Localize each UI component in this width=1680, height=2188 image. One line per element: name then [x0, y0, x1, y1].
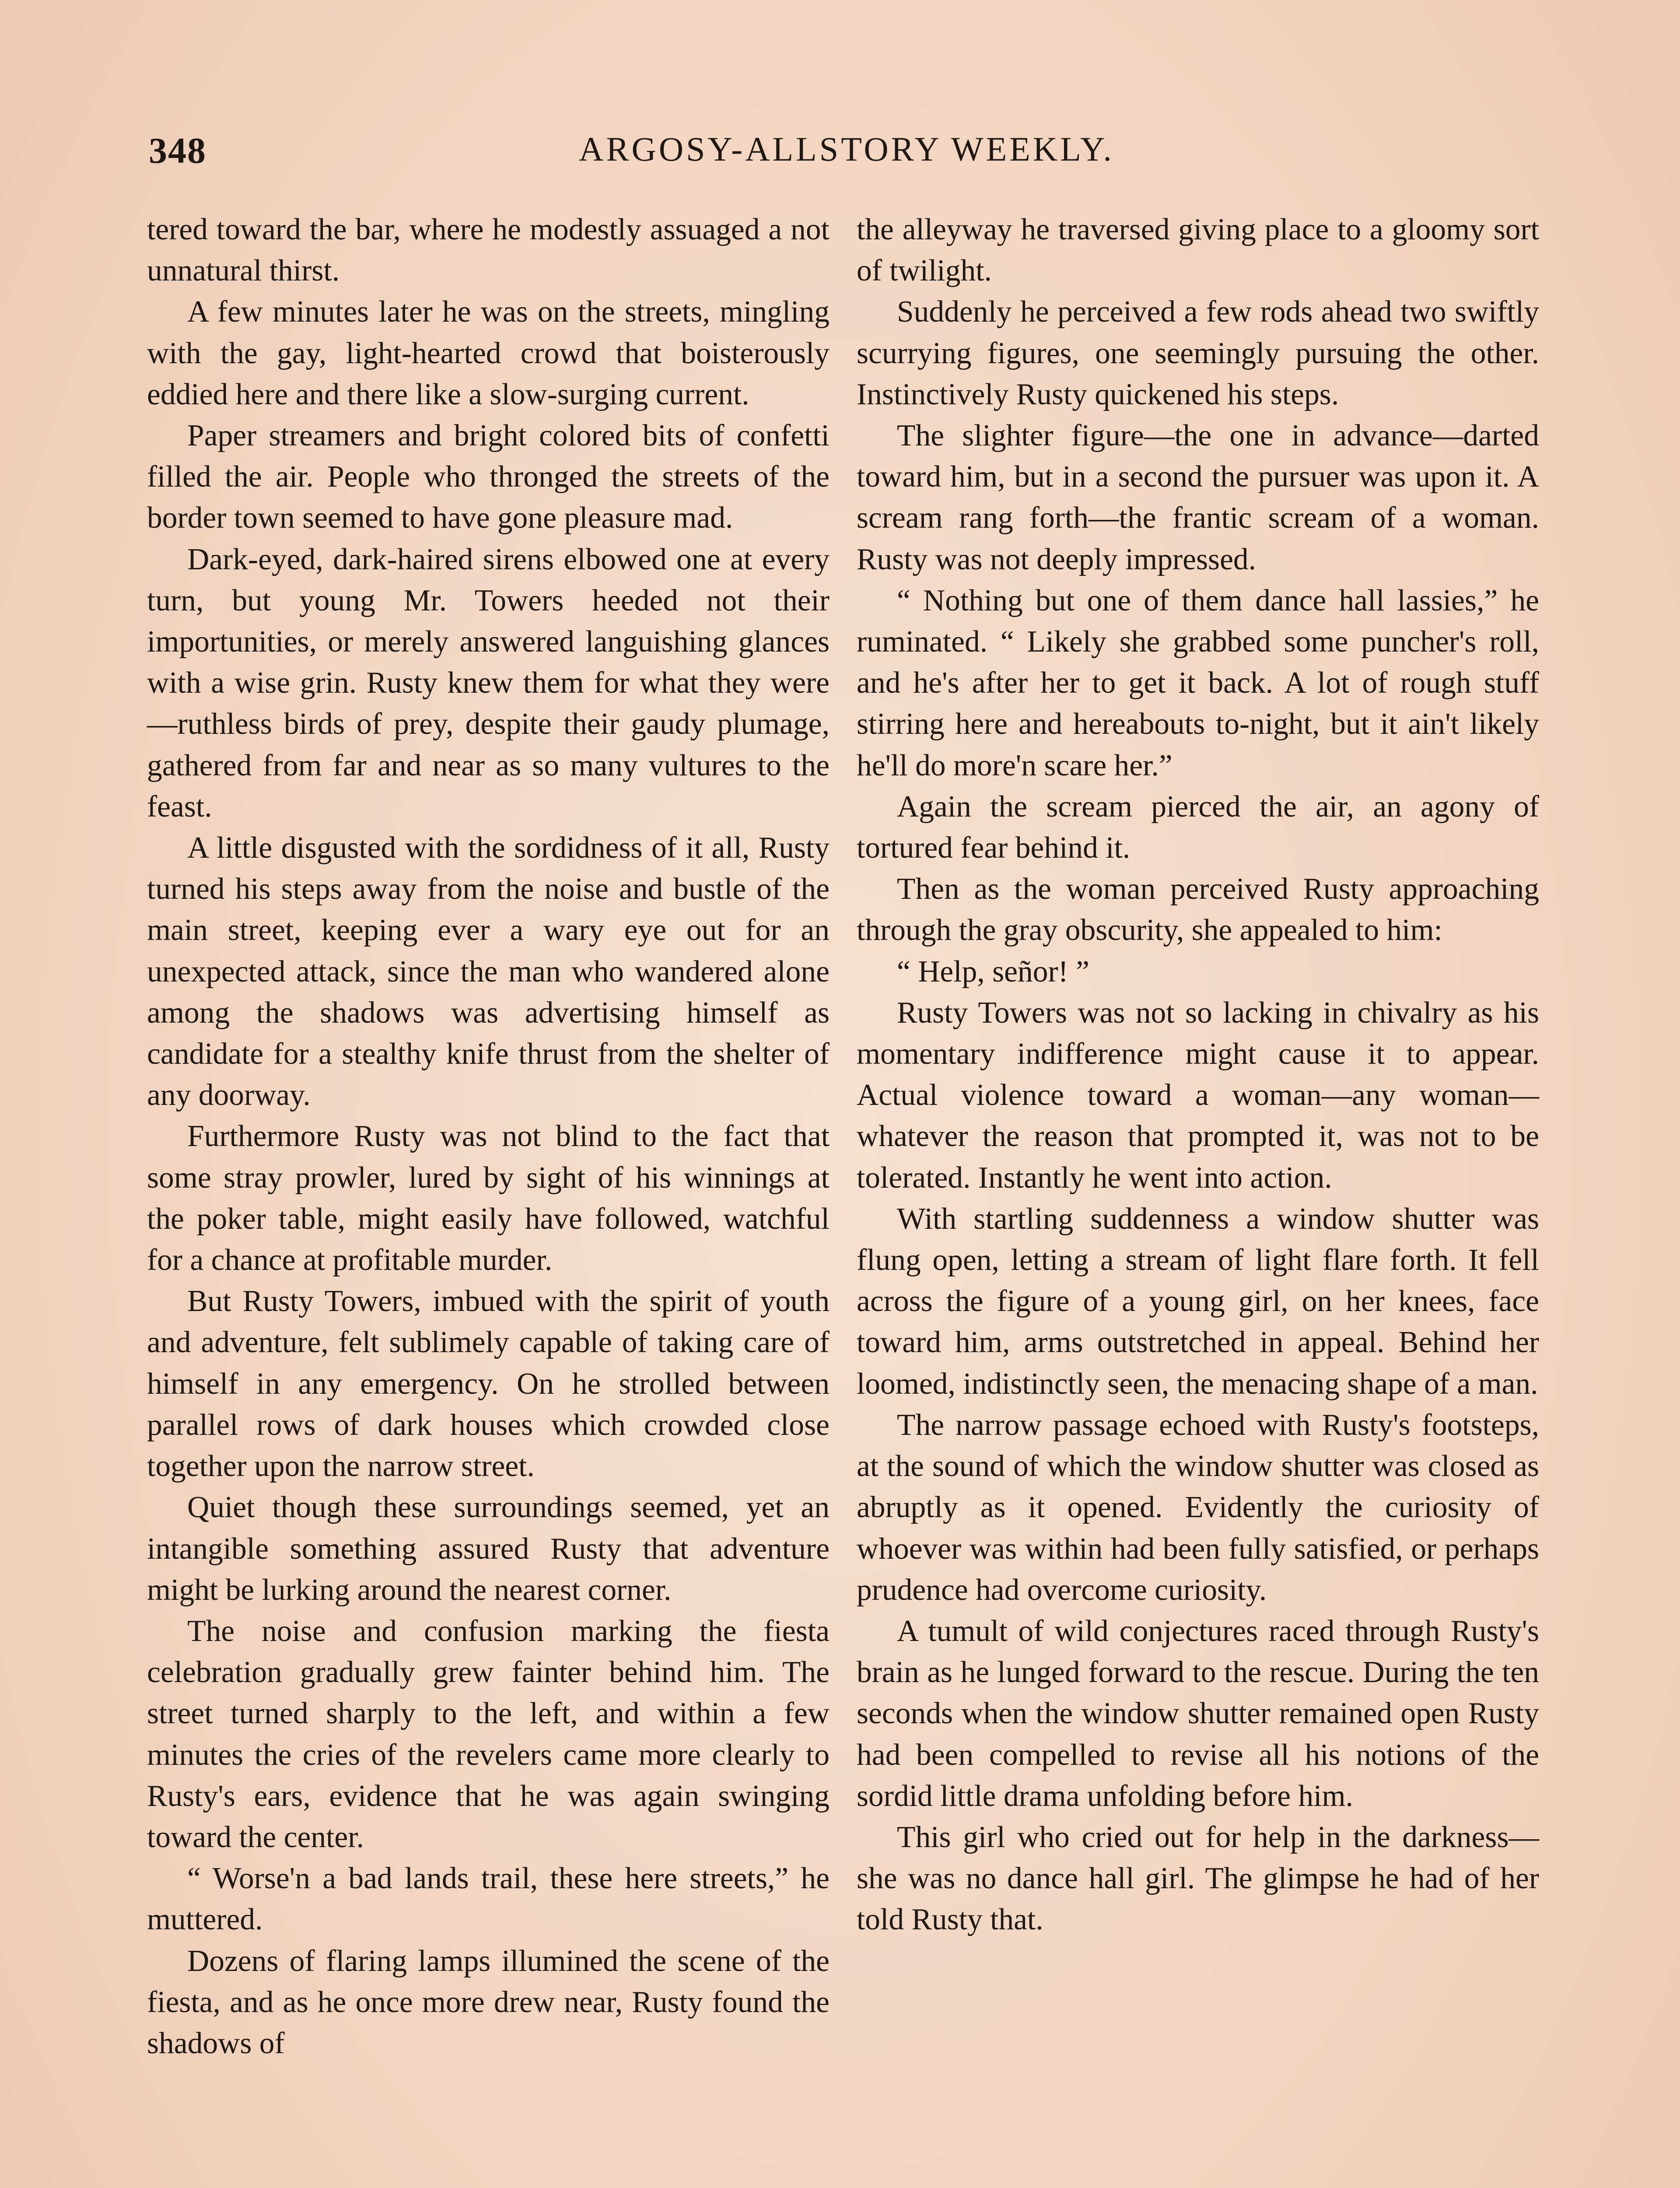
paragraph: “ Worse'n a bad lands trail, these here streets,” he muttered. [147, 1862, 830, 1937]
paragraph: The noise and confusion marking the fiesta celebration gradually grew fainter behind him. The street turned sharply to the left, and within a few minutes the cries of the revelers came more clearly to Rusty's ears, evidence that he was again swinging toward the center. [147, 1614, 830, 1854]
paragraph: A little disgusted with the sordidness of it all, Rusty turned his steps away from the noise and bustle of the main street, keeping ever a wary eye out for an unexpected attack, since the man who wandered alone among the shadows was advertising himself as candidate for a stealthy knife thrust from the shelter of any doorway. [147, 831, 830, 1112]
paragraph: The narrow passage echoed with Rusty's footsteps, at the sound of which the window shutter was closed as abruptly as it opened. Evidently the curiosity of whoever was within had been fully satisfied, or perhaps prudence had overcome curiosity. [857, 1408, 1539, 1607]
paragraph: Furthermore Rusty was not blind to the fact that some stray prowler, lured by sight of his winnings at the poker table, might easily have followed, watchful for a chance at profitable murder. [147, 1119, 830, 1277]
paragraph: Paper streamers and bright colored bits of confetti filled the air. People who thronged the streets of the border town seemed to have gone pleasure mad. [147, 419, 830, 535]
right-column [857, 209, 1539, 1941]
left-column [147, 209, 830, 2064]
paragraph: A few minutes later he was on the streets, mingling with the gay, light-hearted crowd that boisterously eddied here and there like a slow-surging current. [147, 295, 830, 411]
paragraph: This girl who cried out for help in the darkness—she was no dance hall girl. The glimpse he had of her told Rusty that. [857, 1820, 1539, 1937]
paragraph: With startling suddenness a window shutter was flung open, letting a stream of light flare forth. It fell across the figure of a young girl, on her knees, face toward him, arms outstretched in appeal. Behind her loomed, indistinctly seen, the menacing shape of a man. [857, 1202, 1539, 1401]
paragraph: “ Nothing but one of them dance hall lassies,” he ruminated. “ Likely she grabbed some puncher's roll, and he's after her to get it back. A lot of rough stuff stirring here and hereabouts to-night, but it ain't likely he'll do more'n scare her.” [857, 583, 1539, 782]
paragraph: Quiet though these surroundings seemed, yet an intangible something assured Rusty that adventure might be lurking around the nearest corner. [147, 1490, 830, 1607]
paragraph: Suddenly he perceived a few rods ahead two swiftly scurrying figures, one seemingly pursuing the other. Instinctively Rusty quickened his steps. [857, 295, 1539, 411]
paragraph: Rusty Towers was not so lacking in chivalry as his momentary indifference might cause it to appear. Actual violence toward a woman—any woman—whatever the reason that prompted it, was not to be tolerated. Instantly he went into action. [857, 996, 1539, 1195]
page-number: 348 [149, 130, 206, 171]
paragraph: A tumult of wild conjectures raced through Rusty's brain as he lunged forward to the rescue. During the ten seconds when the window shutter remained open Rusty had been compelled to revise all his notions of the sordid little drama unfolding before him. [857, 1614, 1539, 1813]
running-head: ARGOSY-ALLSTORY WEEKLY. [579, 130, 1114, 168]
page-header [149, 130, 1544, 182]
paragraph: the alleyway he traversed giving place to a gloomy sort of twilight. [857, 213, 1539, 288]
paragraph: Dark-eyed, dark-haired sirens elbowed one at every turn, but young Mr. Towers heeded not their importunities, or merely answered languishing glances with a wise grin. Rusty knew them for what they were —ruthless birds of prey, despite their gaudy plumage, gathered from far and near as so many vultures to the feast. [147, 542, 830, 824]
paragraph: But Rusty Towers, imbued with the spirit of youth and adventure, felt sublimely capable of taking care of himself in any emergency. On he strolled between parallel rows of dark houses which crowded close together upon the narrow street. [147, 1284, 830, 1483]
paragraph: Again the scream pierced the air, an agony of tortured fear behind it. [857, 789, 1539, 865]
paragraph: tered toward the bar, where he modestly assuaged a not unnatural thirst. [147, 213, 830, 288]
paragraph: “ Help, señor! ” [897, 954, 1089, 989]
paragraph: Dozens of flaring lamps illumined the scene of the fiesta, and as he once more drew near, Rusty found the shadows of [147, 1944, 830, 2060]
paragraph: Then as the woman perceived Rusty approaching through the gray obscurity, she appealed to him: [857, 872, 1539, 947]
paragraph: The slighter figure—the one in advance—darted toward him, but in a second the pursuer was upon it. A scream rang forth—the frantic scream of a woman. Rusty was not deeply impressed. [857, 419, 1539, 576]
